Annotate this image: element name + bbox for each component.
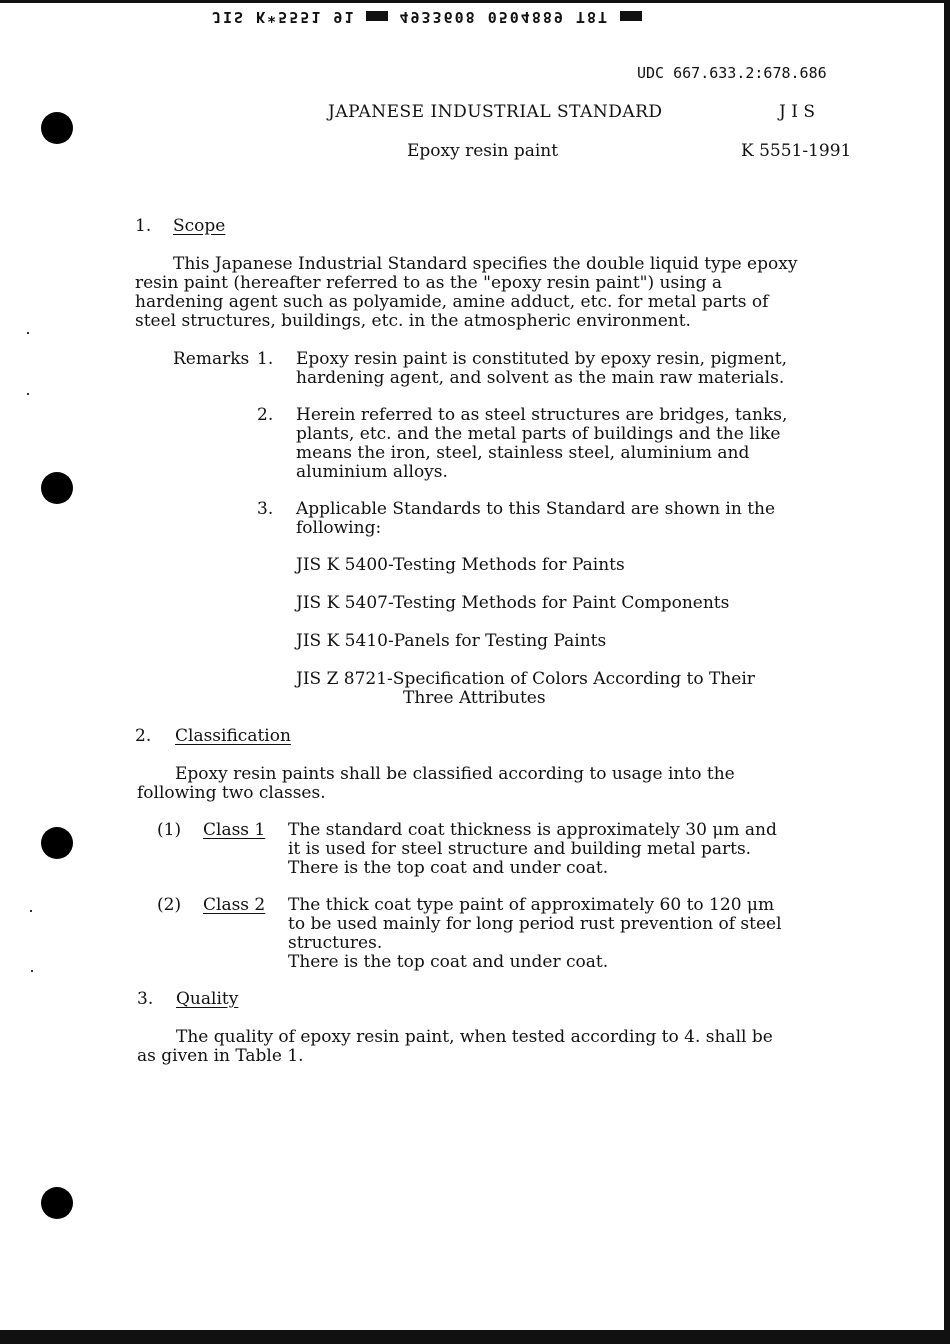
scan-edge-top: [0, 0, 950, 3]
code-part-2: 4933608 0504889 T8T: [399, 8, 610, 26]
inverted-code-strip: [212, 8, 642, 26]
standard-title: JAPANESE INDUSTRIAL STANDARD: [328, 102, 663, 122]
remark-line: Epoxy resin paint is constituted by epoxy resin, pigment,: [296, 349, 788, 369]
class-line: structures.: [288, 933, 383, 953]
quality-para-line: The quality of epoxy resin paint, when tested according to 4. shall be: [176, 1027, 773, 1047]
classification-number: 2.: [135, 726, 152, 746]
referenced-standard: JIS K 5400-Testing Methods for Paints: [296, 555, 625, 575]
udc-number: UDC 667.633.2:678.686: [637, 64, 827, 82]
class-line: to be used mainly for long period rust prevention of steel: [288, 914, 782, 934]
remark-line: means the iron, steel, stainless steel, aluminium and: [296, 443, 750, 463]
referenced-standard: JIS K 5407-Testing Methods for Paint Components: [296, 593, 730, 613]
referenced-standard: JIS Z 8721-Specification of Colors According to Their: [296, 669, 755, 689]
scope-number: 1.: [135, 216, 152, 236]
remark-line: hardening agent, and solvent as the main raw materials.: [296, 368, 785, 388]
scan-speck: [30, 910, 32, 912]
class-number: (2): [157, 895, 182, 915]
code-part-1: JIS K*5551 91: [212, 8, 356, 26]
remark-line: following:: [296, 518, 382, 538]
document-title: Epoxy resin paint: [407, 141, 559, 161]
class-line: The thick coat type paint of approximately 60 to 120 μm: [288, 895, 775, 915]
punch-hole-3: [41, 827, 73, 859]
remark-line: aluminium alloys.: [296, 462, 448, 482]
remark-number: 3.: [257, 499, 274, 519]
scope-para-line: steel structures, buildings, etc. in the atmospheric environment.: [135, 311, 691, 331]
scan-speck: [31, 970, 33, 972]
scope-para-line: hardening agent such as polyamide, amine adduct, etc. for metal parts of: [135, 292, 769, 312]
scan-edge-right: [944, 0, 950, 1344]
scope-heading: Scope: [173, 216, 226, 236]
class-label: Class 2: [203, 895, 266, 915]
classification-para-line: Epoxy resin paints shall be classified according to usage into the: [175, 764, 735, 784]
remark-line: plants, etc. and the metal parts of buildings and the like: [296, 424, 781, 444]
punch-hole-2: [41, 472, 73, 504]
scope-para-line: resin paint (hereafter referred to as the "epoxy resin paint") using a: [135, 273, 722, 293]
class-number: (1): [157, 820, 182, 840]
punch-hole-1: [41, 112, 73, 144]
remark-number: 2.: [257, 405, 274, 425]
remark-number: 1.: [257, 349, 274, 369]
scan-speck: [27, 393, 29, 395]
referenced-standard-cont: Three Attributes: [403, 688, 546, 708]
class-line: The standard coat thickness is approximately 30 μm and: [288, 820, 777, 840]
scan-edge-bottom: [0, 1330, 950, 1344]
jis-mark: J I S: [779, 102, 815, 122]
classification-heading: Classification: [175, 726, 291, 746]
punch-hole-4: [41, 1187, 73, 1219]
class-line: There is the top coat and under coat.: [288, 858, 609, 878]
black-block: [620, 12, 642, 22]
classification-para-line: following two classes.: [137, 783, 326, 803]
quality-number: 3.: [137, 989, 154, 1009]
remark-line: Applicable Standards to this Standard are shown in the: [296, 499, 776, 519]
scan-speck: [27, 332, 29, 334]
class-label: Class 1: [203, 820, 266, 840]
class-line: it is used for steel structure and building metal parts.: [288, 839, 752, 859]
referenced-standard: JIS K 5410-Panels for Testing Paints: [296, 631, 607, 651]
class-line: There is the top coat and under coat.: [288, 952, 609, 972]
quality-heading: Quality: [176, 989, 239, 1009]
remarks-label: Remarks: [173, 349, 250, 369]
black-block: [366, 12, 388, 22]
scope-para-line: This Japanese Industrial Standard specifies the double liquid type epoxy: [173, 254, 798, 274]
quality-para-line: as given in Table 1.: [137, 1046, 304, 1066]
remark-line: Herein referred to as steel structures are bridges, tanks,: [296, 405, 788, 425]
standard-number: K 5551-1991: [741, 141, 852, 161]
